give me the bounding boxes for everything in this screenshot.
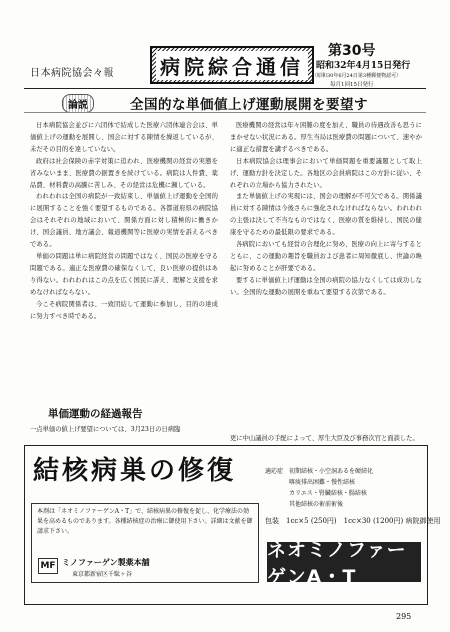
paragraph: 今こそ病院関係者は、一致団結して運動に参加し、目的の達成に努力すべき時である。 xyxy=(30,300,218,320)
paragraph: 各病院においても経営の合理化に努め、医療の向上に寄与するとともに、この運動の趣旨を職員および患者に周知徹底し、世論の喚起に努めることが肝要である。 xyxy=(230,241,422,272)
report-first-line: 一点単価の値上げ要望については、3月23日の日病臨 xyxy=(30,426,181,433)
ad-body-text: 本剤は「ネオミノファーゲンA・T」で、結核病巣の修復を促し、化学療法の効果を高めるものであります。各種結核症の治療に御使用下さい。詳細は文献を御請求下さい。 xyxy=(37,508,253,536)
paragraph: 要するに単価値上げ運動は全国の病院の協力なくしては成功しない。全国的な運動の展開を重ねて要望する次第である。 xyxy=(230,276,422,296)
company-name: ミノファーゲン製薬本舗 xyxy=(62,557,150,567)
publication-frequency: 毎月1回15日発行 xyxy=(330,82,374,88)
paragraph: 政府は社会保険の赤字対策に追われ、医療機関の経営の実態を省みないまま、医療費の据置きを続けている。病院は人件費、薬品費、材料費の高騰に苦しみ、その経営は危機に瀕している。 xyxy=(30,157,218,189)
ad-indication-line: 喀痰排出困難・慢性結核 xyxy=(265,479,356,486)
paragraph: 日本病院協会は理事会において単価問題を重要議題として取上げ、運動方針を決定した。各地区の会員病院はこの方針に従い、それぞれの立場から協力されたい。 xyxy=(230,157,422,189)
column-tail-line: 更に中山議員の手配によって、厚生大臣及び事務次官と面談した。 xyxy=(230,435,419,442)
editorial-headline: 全国的な単価値上げ運動展開を要望す xyxy=(130,97,368,113)
masthead-rule xyxy=(24,88,426,89)
paragraph: 単価の問題は単に病院経営の問題ではなく、国民の医療を守る問題である。適正な医療費の確保なくして、良い医療の提供はあり得ない。われわれはこの点を広く国民に訴え、理解と支援を求めなければならない。 xyxy=(30,252,218,296)
paragraph: 医療機関の経営は年々困難の度を加え、職員の待遇改善も思うにまかせない状況にある。厚生当局は医療費の問題について、速やかに適正な措置を講ずるべきである。 xyxy=(230,122,422,153)
ad-indication-line: 其他結核の術前術後 xyxy=(265,501,344,508)
company-logo-icon: MF xyxy=(38,558,58,574)
newsletter-title: 病院綜合通信 xyxy=(156,51,308,80)
registration-note: （昭和30年6月24日第3種郵便物認可） xyxy=(312,73,402,79)
page-number: 295 xyxy=(396,612,412,621)
paragraph: また単価値上げの実現には、国会の理解が不可欠である。関係議員に対する陳情は今後さらに強化されなければならない。われわれの主張は決して不当なものではなく、医療の質を維持し、国民の健康を守るための最低限の要求である。 xyxy=(230,193,422,237)
ad-indication-line: 適応症 初期結核・小空洞あるを硬結化 xyxy=(265,468,374,475)
paragraph: われわれは全国の病院が一致結束し、単価値上げ運動を全国的に展開することを強く要望するものである。各都道府県の病院協会はそれぞれの地域において、関係方面に対し積極的に働きかけ、国会議員、地方議会、報道機関等に医療の実情を訴えるべきである。 xyxy=(30,193,218,249)
issue-date: 昭和32年4月15日発行 xyxy=(316,61,411,71)
paragraph: 日本病院協会並びに六団体で結成した医療六団体連合会は、単価値上げの運動を展開し、国会に対する陳情を繰返しているが、未だその目的を達していない。 xyxy=(30,122,218,153)
ad-indication-line: カリエス・腎臓結核・腸結核 xyxy=(265,490,367,497)
newsletter-title-banner xyxy=(150,46,314,84)
issue-number: 第30号 xyxy=(328,43,376,59)
product-name-banner: ネオミノファーゲンA・T xyxy=(267,542,421,582)
advertisement xyxy=(24,445,441,605)
headline-rule xyxy=(24,112,426,113)
report-heading: 単価運動の経過報告 xyxy=(48,408,143,420)
company-address: 東京都新宿区千駄ヶ谷 xyxy=(72,571,133,578)
ad-indications xyxy=(265,466,425,510)
ad-body-box xyxy=(31,503,259,583)
association-name: 日本病院協会々報 xyxy=(30,68,114,79)
editorial-tag: 論説 xyxy=(62,94,94,113)
ad-title: 結核病巣の修復 xyxy=(33,456,237,486)
ad-price: 包装 1cc×5 (250円) 1cc×30 (1200円) 病院御使用 xyxy=(265,517,441,525)
article-column-right xyxy=(230,120,422,432)
article-column-left xyxy=(30,120,218,398)
